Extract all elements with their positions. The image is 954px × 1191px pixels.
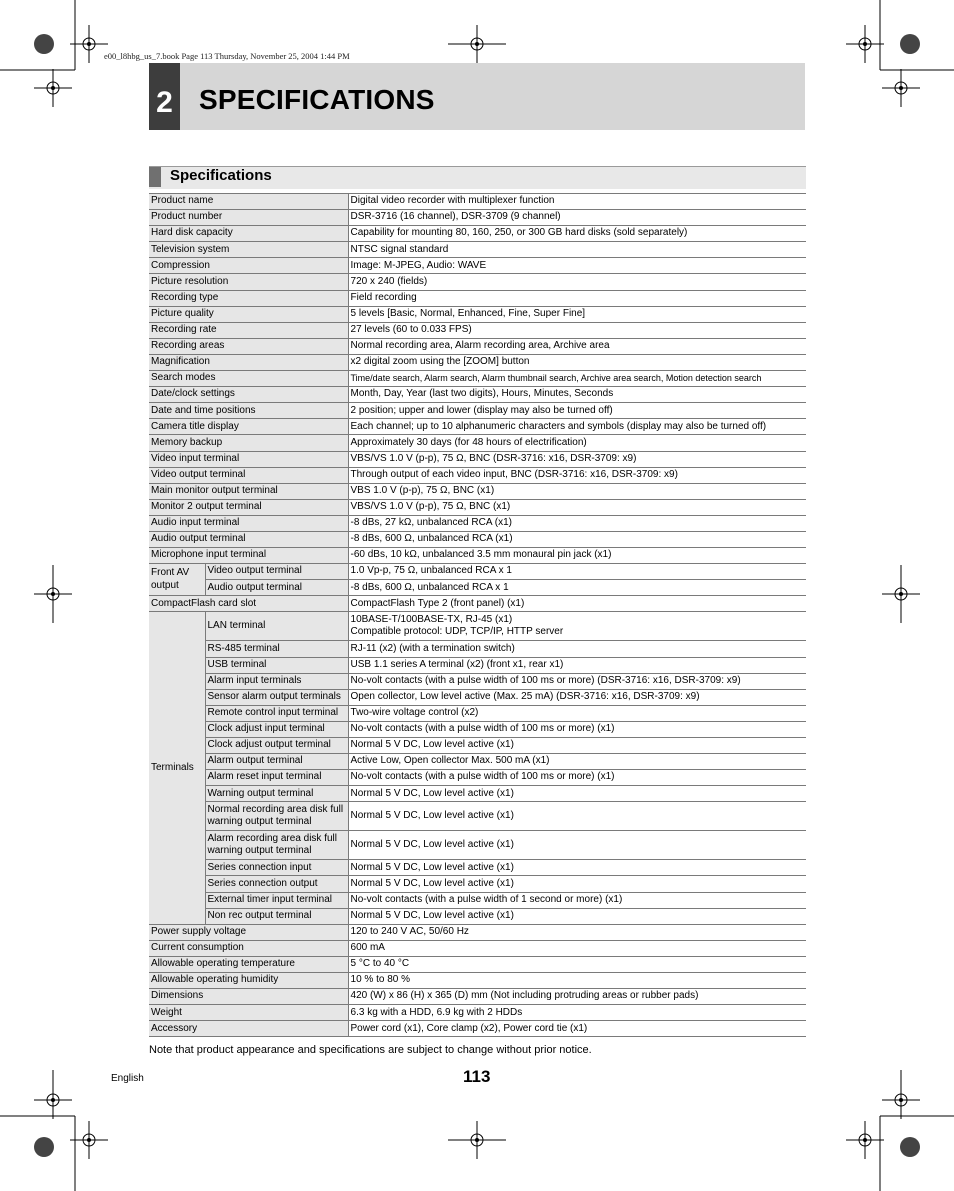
table-row [149, 738, 806, 754]
spec-label: Current consumption [149, 940, 348, 956]
table-row [149, 258, 806, 274]
table-row [149, 419, 806, 435]
spec-label: Recording type [149, 290, 348, 306]
spec-value: Time/date search, Alarm search, Alarm thumbnail search, Archive area search, Motion detection search [348, 371, 806, 387]
spec-value: -8 dBs, 600 Ω, unbalanced RCA x 1 [348, 580, 806, 596]
table-row [149, 403, 806, 419]
spec-label: Audio input terminal [149, 515, 348, 531]
table-row [149, 770, 806, 786]
spec-value: 10 % to 80 % [348, 973, 806, 989]
spec-value [348, 673, 806, 689]
spec-label: Allowable operating temperature [149, 956, 348, 972]
spec-label: Dimensions [149, 989, 348, 1005]
spec-sublabel: Audio output terminal [205, 580, 348, 596]
spec-label: Camera title display [149, 419, 348, 435]
spec-value: Power cord (x1), Core clamp (x2), Power cord tie (x1) [348, 1021, 806, 1037]
table-row [149, 226, 806, 242]
spec-value: 2 position; upper and lower (display may also be turned off) [348, 403, 806, 419]
table-row [149, 924, 806, 940]
spec-value [348, 657, 806, 673]
table-row [149, 515, 806, 531]
table-row [149, 802, 806, 831]
spec-sublabel: Clock adjust input terminal [205, 721, 348, 737]
table-row [149, 705, 806, 721]
table-row [149, 786, 806, 802]
spec-value-line: Normal 5 V DC, Low level active (x1) [350, 810, 514, 822]
spec-value: Through output of each video input, BNC (DSR-3716: x16, DSR-3709: x9) [348, 467, 806, 483]
table-row [149, 596, 806, 612]
spec-value: CompactFlash Type 2 (front panel) (x1) [348, 596, 806, 612]
spec-value-line: Normal 5 V DC, Low level active (x1) [350, 877, 514, 889]
table-row [149, 483, 806, 499]
spec-value: VBS/VS 1.0 V (p-p), 75 Ω, BNC (x1) [348, 499, 806, 515]
footnote: Note that product appearance and specifications are subject to change without prior notice. [149, 1044, 592, 1056]
table-row [149, 754, 806, 770]
spec-value: 6.3 kg with a HDD, 6.9 kg with 2 HDDs [348, 1005, 806, 1021]
spec-value-line: No-volt contacts (with a pulse width of 1 second or more) (x1) [350, 893, 623, 905]
spec-value: -8 dBs, 600 Ω, unbalanced RCA (x1) [348, 531, 806, 547]
spec-value [348, 876, 806, 892]
spec-value [348, 754, 806, 770]
spec-value: VBS/VS 1.0 V (p-p), 75 Ω, BNC (DSR-3716: x16, DSR-3709: x9) [348, 451, 806, 467]
spec-sublabel: Clock adjust output terminal [205, 738, 348, 754]
spec-value: DSR-3716 (16 channel), DSR-3709 (9 channel) [348, 210, 806, 226]
file-header: e00_l8hbg_us_7.book Page 113 Thursday, November 25, 2004 1:44 PM [104, 51, 350, 61]
spec-label: Hard disk capacity [149, 226, 348, 242]
spec-label: Search modes [149, 371, 348, 387]
table-row [149, 354, 806, 370]
spec-label: Accessory [149, 1021, 348, 1037]
spec-label: Memory backup [149, 435, 348, 451]
spec-value-line: 10BASE-T/100BASE-TX, RJ-45 (x1) [350, 613, 513, 625]
table-row [149, 371, 806, 387]
table-row [149, 499, 806, 515]
page-number: 113 [463, 1067, 491, 1086]
spec-value: Normal recording area, Alarm recording area, Archive area [348, 338, 806, 354]
spec-value: -8 dBs, 27 kΩ, unbalanced RCA (x1) [348, 515, 806, 531]
table-row [149, 908, 806, 924]
chapter-title: SPECIFICATIONS [199, 84, 435, 115]
spec-value [348, 612, 806, 641]
table-row [149, 940, 806, 956]
spec-value: 120 to 240 V AC, 50/60 Hz [348, 924, 806, 940]
spec-sublabel: External timer input terminal [205, 892, 348, 908]
spec-sublabel: Normal recording area disk full warning output terminal [205, 802, 348, 831]
table-row [149, 306, 806, 322]
spec-label: Microphone input terminal [149, 548, 348, 564]
table-row [149, 322, 806, 338]
spec-sublabel: Non rec output terminal [205, 908, 348, 924]
spec-value-line: Two-wire voltage control (x2) [350, 707, 479, 719]
spec-label: Date/clock settings [149, 387, 348, 403]
spec-label: Audio output terminal [149, 531, 348, 547]
spec-label: Picture quality [149, 306, 348, 322]
spec-sublabel: Video output terminal [205, 564, 348, 580]
table-row [149, 210, 806, 226]
spec-value: 27 levels (60 to 0.033 FPS) [348, 322, 806, 338]
table-row [149, 1021, 806, 1037]
spec-value: x2 digital zoom using the [ZOOM] button [348, 354, 806, 370]
spec-value: Approximately 30 days (for 48 hours of electrification) [348, 435, 806, 451]
spec-label: Main monitor output terminal [149, 483, 348, 499]
spec-value [348, 831, 806, 860]
spec-sublabel: LAN terminal [205, 612, 348, 641]
spec-label: Recording rate [149, 322, 348, 338]
table-row [149, 956, 806, 972]
spec-value-line: No-volt contacts (with a pulse width of 100 ms or more) (x1) [350, 771, 615, 783]
spec-label: Power supply voltage [149, 924, 348, 940]
spec-label: Product name [149, 194, 348, 210]
spec-value [348, 689, 806, 705]
spec-sublabel: Alarm recording area disk full warning output terminal [205, 831, 348, 860]
group-label-terminals: Terminals [149, 612, 205, 924]
table-row [149, 242, 806, 258]
spec-value [348, 721, 806, 737]
spec-label: Allowable operating humidity [149, 973, 348, 989]
spec-value: 420 (W) x 86 (H) x 365 (D) mm (Not including protruding areas or rubber pads) [348, 989, 806, 1005]
table-row [149, 338, 806, 354]
spec-value [348, 786, 806, 802]
spec-value-line: Active Low, Open collector Max. 500 mA (x1) [350, 755, 550, 767]
spec-value: -60 dBs, 10 kΩ, unbalanced 3.5 mm monaural pin jack (x1) [348, 548, 806, 564]
spec-value [348, 738, 806, 754]
spec-value-line: Normal 5 V DC, Low level active (x1) [350, 861, 514, 873]
spec-value-line: No-volt contacts (with a pulse width of 100 ms or more) (x1) [350, 723, 615, 735]
spec-sublabel: Alarm reset input terminal [205, 770, 348, 786]
table-row [149, 657, 806, 673]
table-row [149, 564, 806, 580]
spec-label: Video output terminal [149, 467, 348, 483]
spec-value [348, 770, 806, 786]
spec-value: Month, Day, Year (last two digits), Hours, Minutes, Seconds [348, 387, 806, 403]
spec-value: Each channel; up to 10 alphanumeric characters and symbols (display may also be turned off) [348, 419, 806, 435]
spec-value-line: RJ-11 (x2) (with a termination switch) [350, 642, 515, 654]
spec-value-line: Normal 5 V DC, Low level active (x1) [350, 839, 514, 851]
spec-label: Compression [149, 258, 348, 274]
table-row [149, 973, 806, 989]
table-row [149, 435, 806, 451]
spec-value: Image: M-JPEG, Audio: WAVE [348, 258, 806, 274]
chapter-number: 2 [149, 63, 180, 130]
table-row [149, 831, 806, 860]
spec-value [348, 641, 806, 657]
spec-value: 600 mA [348, 940, 806, 956]
table-row [149, 860, 806, 876]
spec-sublabel: Series connection output [205, 876, 348, 892]
spec-sublabel: Sensor alarm output terminals [205, 689, 348, 705]
specifications-table [149, 193, 806, 1037]
spec-value-line: USB 1.1 series A terminal (x2) (front x1, rear x1) [350, 658, 564, 670]
spec-value-line: Open collector, Low level active (Max. 25 mA) (DSR-3716: x16, DSR-3709: x9) [350, 691, 700, 703]
spec-value [348, 860, 806, 876]
spec-value-line: Compatible protocol: UDP, TCP/IP, HTTP server [350, 626, 564, 638]
table-row [149, 290, 806, 306]
spec-value: 5 °C to 40 °C [348, 956, 806, 972]
spec-label: Monitor 2 output terminal [149, 499, 348, 515]
spec-value: NTSC signal standard [348, 242, 806, 258]
spec-label: Video input terminal [149, 451, 348, 467]
spec-value: Digital video recorder with multiplexer function [348, 194, 806, 210]
spec-value: VBS 1.0 V (p-p), 75 Ω, BNC (x1) [348, 483, 806, 499]
spec-value-line: Normal 5 V DC, Low level active (x1) [350, 909, 514, 921]
spec-sublabel: USB terminal [205, 657, 348, 673]
spec-value: Field recording [348, 290, 806, 306]
spec-value-line: Normal 5 V DC, Low level active (x1) [350, 739, 514, 751]
spec-sublabel: RS-485 terminal [205, 641, 348, 657]
spec-value-line: No-volt contacts (with a pulse width of 100 ms or more) (DSR-3716: x16, DSR-3709: x9) [350, 674, 741, 686]
spec-value [348, 892, 806, 908]
spec-label: Product number [149, 210, 348, 226]
spec-label: CompactFlash card slot [149, 596, 348, 612]
table-row [149, 467, 806, 483]
table-row [149, 721, 806, 737]
table-row [149, 548, 806, 564]
spec-value [348, 908, 806, 924]
table-row [149, 892, 806, 908]
table-row [149, 274, 806, 290]
spec-label: Television system [149, 242, 348, 258]
table-row [149, 876, 806, 892]
table-row [149, 451, 806, 467]
section-title: Specifications [170, 167, 272, 184]
spec-sublabel: Series connection input [205, 860, 348, 876]
spec-sublabel: Alarm output terminal [205, 754, 348, 770]
spec-value-line: Normal 5 V DC, Low level active (x1) [350, 787, 514, 799]
table-row [149, 1005, 806, 1021]
spec-value: Capability for mounting 80, 160, 250, or 300 GB hard disks (sold separately) [348, 226, 806, 242]
spec-label: Weight [149, 1005, 348, 1021]
spec-value [348, 802, 806, 831]
spec-sublabel: Alarm input terminals [205, 673, 348, 689]
spec-value: 5 levels [Basic, Normal, Enhanced, Fine, Super Fine] [348, 306, 806, 322]
table-row [149, 989, 806, 1005]
group-label-front-av: Front AV output [149, 564, 205, 596]
spec-value: 720 x 240 (fields) [348, 274, 806, 290]
spec-sublabel: Remote control input terminal [205, 705, 348, 721]
language-label: English [111, 1073, 144, 1084]
table-row [149, 673, 806, 689]
table-row [149, 689, 806, 705]
section-marker [149, 167, 161, 187]
table-row [149, 641, 806, 657]
spec-value [348, 705, 806, 721]
spec-label: Date and time positions [149, 403, 348, 419]
spec-label: Picture resolution [149, 274, 348, 290]
table-row [149, 612, 806, 641]
table-row [149, 531, 806, 547]
table-row [149, 580, 806, 596]
spec-label: Recording areas [149, 338, 348, 354]
table-row [149, 194, 806, 210]
spec-sublabel: Warning output terminal [205, 786, 348, 802]
table-row [149, 387, 806, 403]
spec-label: Magnification [149, 354, 348, 370]
spec-value: 1.0 Vp-p, 75 Ω, unbalanced RCA x 1 [348, 564, 806, 580]
